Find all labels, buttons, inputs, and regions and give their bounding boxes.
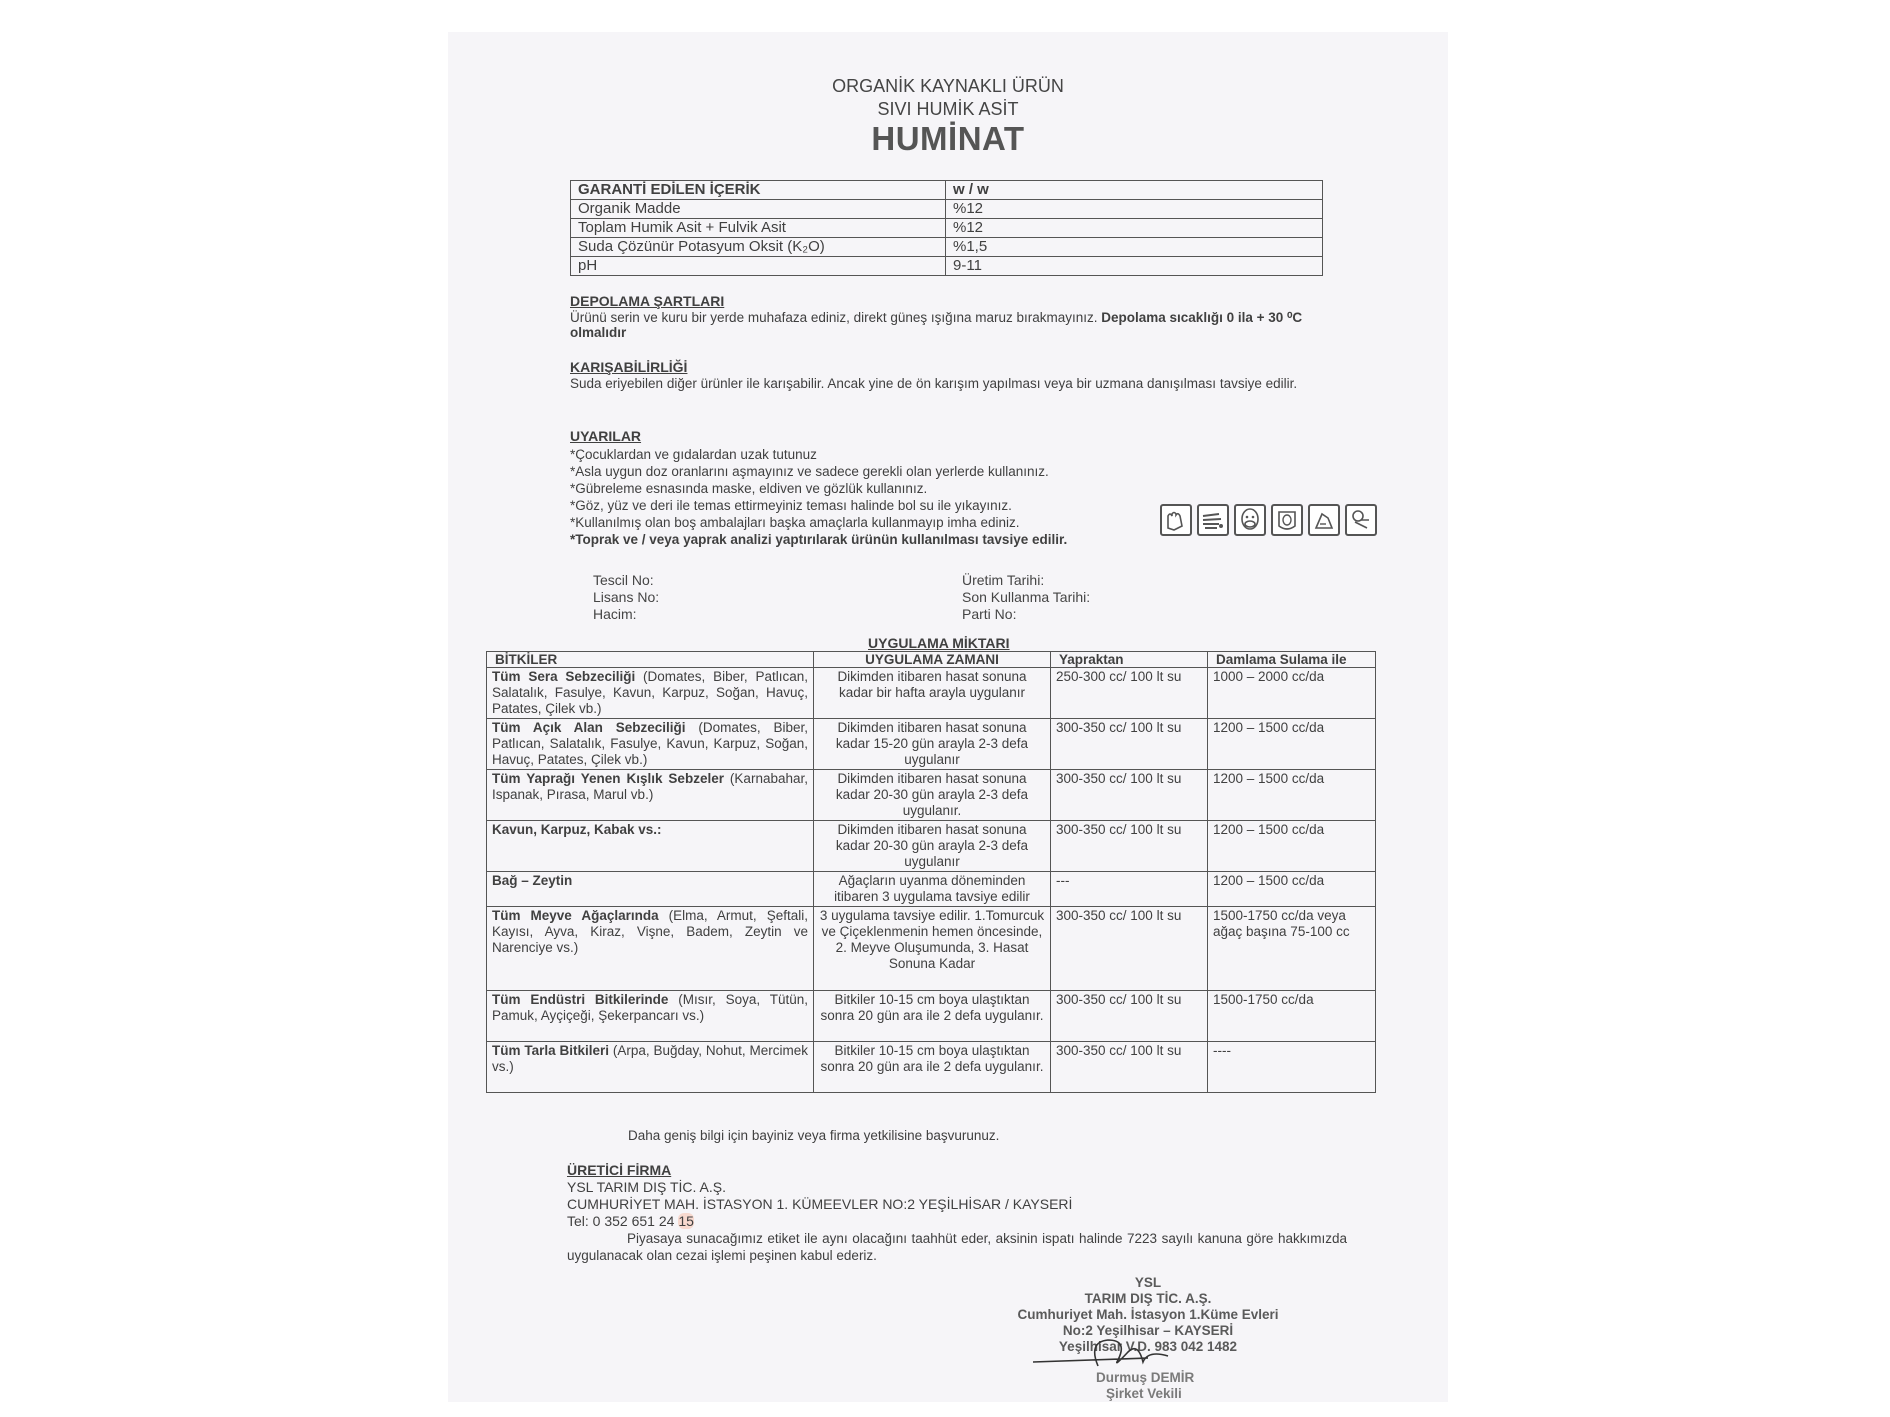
more-info-note: Daha geniş bilgi için bayiniz veya firma yetkilisine başvurunuz.: [628, 1128, 1000, 1143]
signer-role: Şirket Vekili: [1106, 1386, 1182, 1401]
application-time: Ağaçların uyanma döneminden itibaren 3 uygulama tavsiye edilir: [814, 872, 1051, 907]
ingredient-name: Suda Çözünür Potasyum Oksit (K₂O): [571, 238, 946, 257]
plant-detail: (Mısır, Soya, Tütün, Pamuk, Ayçiçeği, Şekerpancarı vs.): [492, 992, 808, 1023]
plant-cell: [487, 1042, 814, 1093]
table-row: [571, 257, 1323, 276]
drip-dose: 1000 – 2000 cc/da: [1208, 668, 1376, 719]
stamp-line: Yeşilhisar V.D. 983 042 1482: [1058, 1339, 1238, 1354]
table-row: [487, 872, 1376, 907]
plant-detail: (Karnabahar, Ispanak, Pırasa, Marul vb.): [492, 771, 808, 802]
signer-block: [1088, 1370, 1248, 1402]
face-shield-icon: [1271, 504, 1303, 536]
registration-no-label: Tescil No:: [593, 572, 654, 588]
table-row: [487, 770, 1376, 821]
table-header-row: [571, 181, 1323, 200]
application-time: Dikimden itibaren hasat sonuna kadar bir hafta arayla uygulanır: [814, 668, 1051, 719]
header-line-1: ORGANİK KAYNAKLI ÜRÜN: [832, 76, 1064, 96]
ingredient-name: pH: [571, 257, 946, 276]
mixing-text: Suda eriyebilen diğer ürünler ile karışabilir. Ancak yine de ön karışım yapılması veya bir uzmana danışılması tavsiye edilir.: [570, 375, 1298, 391]
storage-heading: DEPOLAMA ŞARTLARI: [570, 293, 725, 309]
drip-dose: 1500-1750 cc/da: [1208, 991, 1376, 1042]
table-row: [487, 1042, 1376, 1093]
license-no-label: Lisans No:: [593, 589, 660, 605]
signature-mark: [1028, 1332, 1188, 1372]
foliar-dose: 250-300 cc/ 100 lt su: [1051, 668, 1208, 719]
expiry-date-label: Son Kullanma Tarihi:: [962, 589, 1091, 605]
col-application-time: UYGULAMA ZAMANI: [814, 652, 1051, 668]
table-row: [487, 719, 1376, 770]
header-line-2: SIVI HUMİK ASİT: [877, 99, 1019, 119]
mixing-heading: KARIŞABİLİRLİĞİ: [570, 359, 688, 375]
table-row: [487, 991, 1376, 1042]
guarantee-table: [570, 180, 1323, 276]
product-name: HUMİNAT: [871, 120, 1025, 157]
plant-name: Tüm Tarla Bitkileri: [492, 1043, 609, 1058]
ingredient-name: Toplam Humik Asit + Fulvik Asit: [571, 219, 946, 238]
guarantee-col-ratio: w / w: [946, 181, 1323, 200]
hand-wash-icon: [1197, 504, 1229, 536]
drip-dose: 1200 – 1500 cc/da: [1208, 770, 1376, 821]
safety-icons: [1160, 504, 1377, 536]
foliar-dose: 300-350 cc/ 100 lt su: [1051, 991, 1208, 1042]
foliar-dose: 300-350 cc/ 100 lt su: [1051, 1042, 1208, 1093]
application-time: Bitkiler 10-15 cm boya ulaştıktan sonra 20 gün ara ile 2 defa uygulanır.: [814, 991, 1051, 1042]
ingredient-value: %1,5: [946, 238, 1323, 257]
production-date-label: Üretim Tarihi:: [962, 572, 1045, 588]
storage-section: [570, 294, 1325, 341]
goggles-icon: [1308, 504, 1340, 536]
warnings-heading: [570, 429, 641, 445]
stamp-line: No:2 Yeşilhisar – KAYSERİ: [1062, 1323, 1234, 1338]
registration-right: [962, 572, 1090, 623]
list-item: *Kullanılmış olan boş ambalajları başka amaçlarla kullanmayıp imha ediniz.: [570, 515, 1020, 530]
application-time: Dikimden itibaren hasat sonuna kadar 15-20 gün arayla 2-3 defa uygulanır: [814, 719, 1051, 770]
application-time: 3 uygulama tavsiye edilir. 1.Tomurcuk ve Çiçeklenmenin hemen öncesinde, 2. Meyve Oluşumunda, 3. Hasat Sonuna Kadar: [814, 907, 1051, 991]
storage-temperature: Depolama sıcaklığı 0 ila + 30 ⁰C olmalıdır: [570, 309, 1303, 340]
application-title: UYGULAMA MİKTARI: [868, 635, 1010, 651]
list-item: *Asla uygun doz oranlarını aşmayınız ve sadece gerekli olan yerlerde kullanınız.: [570, 464, 1049, 479]
stamp-line: TARIM DIŞ TİC. A.Ş.: [1084, 1291, 1212, 1306]
drip-dose: ----: [1208, 1042, 1376, 1093]
declaration-text: Piyasaya sunacağımız etiket ile aynı olacağını taahhüt eder, aksinin ispatı halinde 7223 sayılı kanuna göre hakkımızda uygulanacak olan cezai işlemi peşinen kabul ederiz.: [567, 1231, 1347, 1263]
table-row: [571, 219, 1323, 238]
respirator-icon: [1345, 504, 1377, 536]
stamp-line: Cumhuriyet Mah. İstasyon 1.Küme Evleri: [1017, 1307, 1279, 1322]
drip-dose: 1200 – 1500 cc/da: [1208, 719, 1376, 770]
plant-name: Tüm Endüstri Bitkilerinde: [492, 992, 669, 1007]
plant-cell: [487, 821, 814, 872]
producer-name: YSL TARIM DIŞ TİC. A.Ş.: [567, 1179, 726, 1195]
producer-phone: [567, 1213, 1347, 1230]
plant-name: Tüm Sera Sebzeciliği: [492, 669, 636, 684]
plant-name: Tüm Yaprağı Yenen Kışlık Sebzeler: [492, 771, 724, 786]
table-row: [487, 907, 1376, 991]
warnings-heading-text: UYARILAR: [570, 428, 642, 444]
table-row: [487, 668, 1376, 719]
plant-name: Tüm Açık Alan Sebzeciliği: [492, 720, 686, 735]
drip-dose: 1500-1750 cc/da veya ağaç başına 75-100 cc: [1208, 907, 1376, 991]
producer-heading: ÜRETİCİ FİRMA: [567, 1162, 672, 1178]
list-item: *Çocuklardan ve gıdalardan uzak tutunuz: [570, 447, 817, 462]
storage-body: Ürünü serin ve kuru bir yerde muhafaza ediniz, direkt güneş ışığına maruz bırakmayınız.: [570, 309, 1098, 325]
drip-dose: 1200 – 1500 cc/da: [1208, 821, 1376, 872]
foliar-dose: 300-350 cc/ 100 lt su: [1051, 907, 1208, 991]
plant-name: Kavun, Karpuz, Kabak vs.:: [492, 822, 662, 837]
warnings-list: [570, 446, 1170, 548]
list-item: *Göz, yüz ve deri ile temas ettirmeyiniz teması halinde bol su ile yıkayınız.: [570, 498, 1012, 513]
batch-no-label: Parti No:: [962, 606, 1017, 622]
gloves-icon: [1160, 504, 1192, 536]
application-time: Dikimden itibaren hasat sonuna kadar 20-30 gün arayla 2-3 defa uygulanır: [814, 821, 1051, 872]
producer-address: CUMHURİYET MAH. İSTASYON 1. KÜMEEVLER NO:2 YEŞİLHİSAR / KAYSERİ: [567, 1196, 1073, 1212]
mask-icon: [1234, 504, 1266, 536]
application-table: [486, 651, 1376, 1093]
foliar-dose: 300-350 cc/ 100 lt su: [1051, 770, 1208, 821]
plant-detail: (Elma, Armut, Şeftali, Kayısı, Ayva, Kiraz, Vişne, Badem, Zeytin ve Narenciye vs.): [492, 908, 808, 955]
ingredient-name: Organik Madde: [571, 200, 946, 219]
plant-name: Bağ – Zeytin: [492, 873, 573, 888]
volume-label: Hacim:: [593, 606, 637, 622]
phone-number-end: 15: [678, 1213, 694, 1229]
plant-cell: [487, 872, 814, 907]
plant-detail: (Domates, Biber, Patlıcan, Salatalık, Fasulye, Kavun, Karpuz, Soğan, Havuç, Patates, Çilek vb.): [492, 669, 808, 716]
list-item: *Gübreleme esnasında maske, eldiven ve gözlük kullanınız.: [570, 481, 928, 496]
list-item-bold: *Toprak ve / veya yaprak analizi yaptırılarak ürünün kullanılması tavsiye edilir.: [570, 532, 1068, 547]
plant-detail: (Arpa, Buğday, Nohut, Mercimek vs.): [492, 1043, 809, 1074]
storage-text: [570, 310, 1325, 341]
stamp-line: YSL: [1134, 1275, 1162, 1290]
foliar-dose: ---: [1051, 872, 1208, 907]
ingredient-value: 9-11: [946, 257, 1323, 276]
foliar-dose: 300-350 cc/ 100 lt su: [1051, 719, 1208, 770]
producer-section: [567, 1162, 1347, 1264]
table-header-row: [487, 652, 1376, 668]
plant-cell: [487, 991, 814, 1042]
col-foliar: Yapraktan: [1051, 652, 1208, 668]
col-plants: BİTKİLER: [487, 652, 814, 668]
mixing-section: [570, 360, 1325, 391]
ingredient-value: %12: [946, 200, 1323, 219]
plant-name: Tüm Meyve Ağaçlarında: [492, 908, 659, 923]
table-row: [571, 238, 1323, 257]
foliar-dose: 300-350 cc/ 100 lt su: [1051, 821, 1208, 872]
table-row: [571, 200, 1323, 219]
plant-cell: [487, 770, 814, 821]
guarantee-col-content: GARANTİ EDİLEN İÇERİK: [571, 181, 946, 200]
application-time: Dikimden itibaren hasat sonuna kadar 20-30 gün arayla 2-3 defa uygulanır.: [814, 770, 1051, 821]
phone-number: Tel: 0 352 651 24: [567, 1213, 679, 1229]
plant-cell: [487, 668, 814, 719]
drip-dose: 1200 – 1500 cc/da: [1208, 872, 1376, 907]
ingredient-value: %12: [946, 219, 1323, 238]
application-time: Bitkiler 10-15 cm boya ulaştıktan sonra 20 gün ara ile 2 defa uygulanır.: [814, 1042, 1051, 1093]
plant-cell: [487, 907, 814, 991]
registration-left: [593, 572, 659, 623]
signer-name: Durmuş DEMİR: [1096, 1370, 1195, 1385]
col-drip: Damlama Sulama ile: [1208, 652, 1376, 668]
plant-cell: [487, 719, 814, 770]
document-page: [448, 32, 1448, 1402]
plant-detail: (Domates, Biber, Patlıcan, Salatalık, Fasulye, Kavun, Karpuz, Soğan, Havuç, Patates, Çilek vb.): [492, 720, 808, 767]
table-row: [487, 821, 1376, 872]
